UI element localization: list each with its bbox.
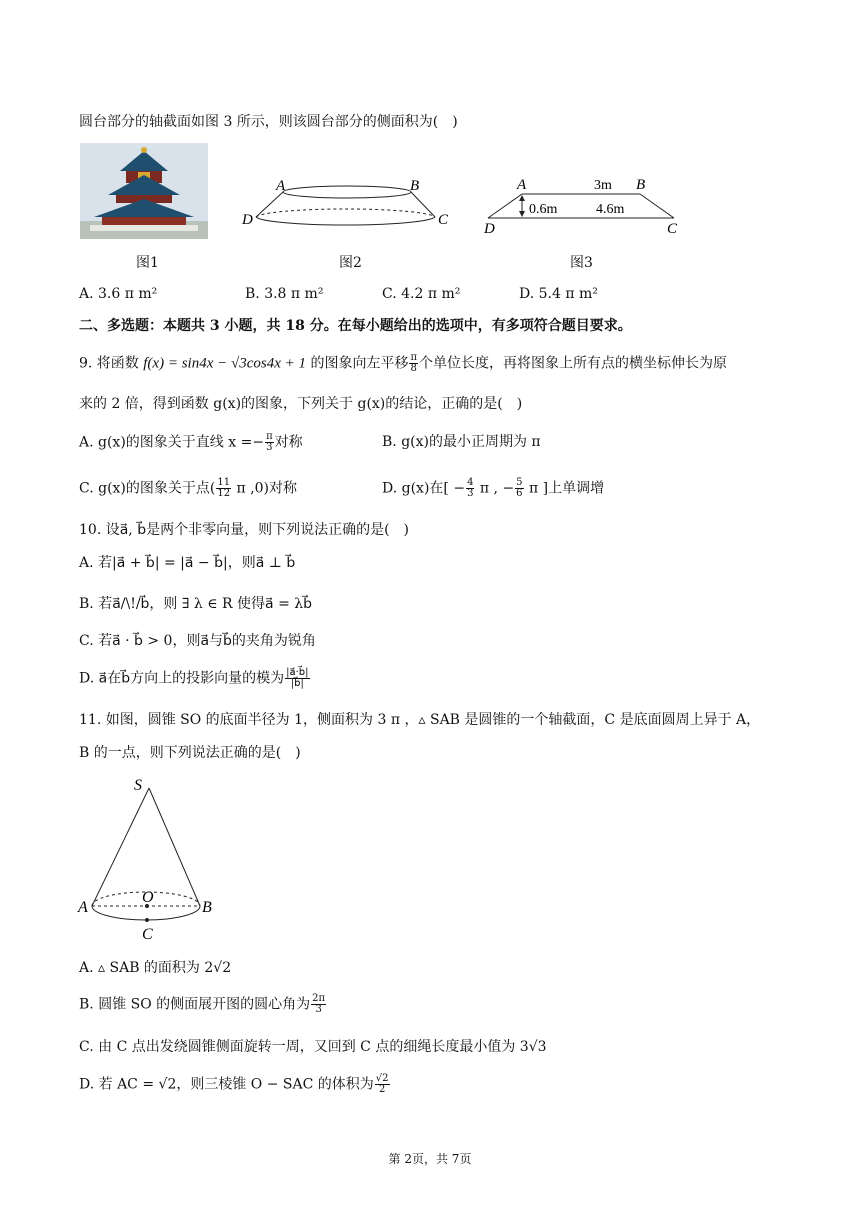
q9-stem-line2: 来的 2 倍，得到函数 g(x)的图象，下列关于 g(x)的结论，正确的是( ) xyxy=(79,396,523,412)
trapezoid-figure xyxy=(478,174,688,238)
section-2-heading: 二、多选题：本题共 3 小题，共 18 分。在每小题给出的选项中，有多项符合题目要求。 xyxy=(79,318,632,334)
q10-option-a[interactable]: A. 若|a⃗ + b⃗| = |a⃗ − b⃗|，则a⃗ ⊥ b⃗ xyxy=(79,555,296,571)
q9-option-b[interactable]: B. g(x)的最小正周期为 π xyxy=(382,434,541,450)
cone-label-b: B xyxy=(202,899,212,916)
q9-option-a[interactable]: A. g(x)的图象关于直线 x =− $\frac{\pi}{3}$ 对称 xyxy=(79,431,303,453)
fig2-label-b: B xyxy=(410,178,420,194)
q11-stem-line1: 11. 如图，圆锥 SO 的底面半径为 1，侧面积为 3 π ，▵ SAB 是圆锥的一个轴截面，C 是底面圆周上异于 A， xyxy=(79,712,761,728)
fig2-label-d: D xyxy=(242,212,253,228)
q10-option-d[interactable]: D. a⃗在b⃗方向上的投影向量的模为 $\frac{|a⃗\cdot b⃗|}{|b⃗|}$ xyxy=(79,667,309,689)
q11-option-c[interactable]: C. 由 C 点出发绕圆锥侧面旋转一周，又回到 C 点的细绳长度最小值为 3√3 xyxy=(79,1039,547,1055)
q8-option-d[interactable]: D. 5.4 π m² xyxy=(519,286,598,302)
q8-option-b[interactable]: B. 3.8 π m² xyxy=(245,286,324,302)
fig3-height: 0.6m xyxy=(529,202,558,217)
q8-option-c[interactable]: C. 4.2 π m² xyxy=(382,286,461,302)
q9-option-c[interactable]: C. g(x)的图象关于点( $\frac{11}{12}$ π ,0)对称 xyxy=(79,477,298,499)
fig2-label-a: A xyxy=(276,178,286,194)
fig3-label-b: B xyxy=(636,177,646,193)
q9-option-d[interactable]: D. g(x)在[ − $\frac{4}{3}$ π , − $\frac{5}{6}$ π ]上单调增 xyxy=(382,477,605,499)
q10-stem: 10. 设a⃗, b⃗是两个非零向量，则下列说法正确的是( ) xyxy=(79,522,410,538)
q11-option-d[interactable]: D. 若 AC = √2，则三棱锥 O − SAC 的体积为 $\frac{√2}{2}$ xyxy=(79,1073,389,1095)
q11-option-b[interactable]: B. 圆锥 SO 的侧面展开图的圆心角为 $\frac{2\pi}{3}$ xyxy=(79,993,326,1015)
fig1-caption: 图1 xyxy=(136,255,159,271)
temple-photo xyxy=(80,143,208,239)
cone-label-o: O xyxy=(142,889,154,906)
frustum-figure xyxy=(238,176,458,234)
fig3-label-c: C xyxy=(667,221,678,237)
q11-stem-line2: B 的一点，则下列说法正确的是( ) xyxy=(79,745,301,761)
q11-option-a[interactable]: A. ▵ SAB 的面积为 2√2 xyxy=(79,960,232,976)
q10-option-b[interactable]: B. 若a⃗/\!/b⃗，则 ∃ λ ∈ R 使得a⃗ = λb⃗ xyxy=(79,596,313,612)
page-footer: 第 2页，共 7页 xyxy=(388,1152,472,1166)
fig2-label-c: C xyxy=(438,212,449,228)
q10-option-c[interactable]: C. 若a⃗ · b⃗ > 0，则a⃗与b⃗的夹角为锐角 xyxy=(79,633,316,649)
q9-stem-line1: 9. 将函数 f(x) = sin4x − √3cos4x + 1 的图象向左平移 $\frac{\pi}{8}$ 个单位长度，再将图象上所有点的横坐标伸长为原 xyxy=(79,352,728,374)
q8-intro: 圆台部分的轴截面如图 3 所示，则该圆台部分的侧面积为( ) xyxy=(79,114,458,130)
cone-label-c: C xyxy=(142,926,153,943)
fig3-caption: 图3 xyxy=(570,255,593,271)
q8-option-a[interactable]: A. 3.6 π m² xyxy=(79,286,158,302)
cone-figure xyxy=(76,772,226,944)
fig2-caption: 图2 xyxy=(339,255,362,271)
fig3-label-d: D xyxy=(484,221,495,237)
cone-label-a: A xyxy=(78,899,88,916)
fig3-label-a: A xyxy=(517,177,527,193)
fig3-slant: 4.6m xyxy=(596,202,625,217)
fig3-top-length: 3m xyxy=(594,178,612,193)
cone-label-s: S xyxy=(134,777,142,794)
